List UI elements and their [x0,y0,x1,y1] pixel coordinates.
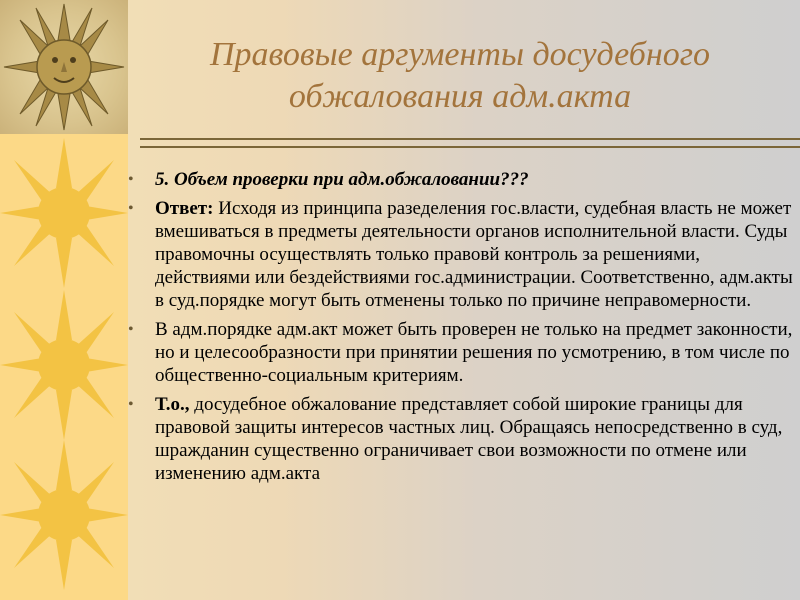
bullet-dot: • [128,321,134,338]
bullet-dot: • [128,396,134,413]
bullet-dot: • [128,200,134,217]
bullet-text: В адм.порядке адм.акт может быть проверен не только на предмет законности, но и целесообразности при принятии решения по усмотрению, в том числе по общественно-социальным критериям. [155,319,793,386]
bullet-dot: • [128,171,134,188]
bullet-text: досудебное обжалование представляет собой широкие границы для правовой защиты интересов частных лиц. Обращаясь непосредственно в суд, шражданин существенно ограничивает свои возможности по отмене или изменению адм.акта [155,394,783,484]
golden-sun-emblem-icon [0,0,128,134]
bullet-lead: 5. Объем проверки при адм.обжаловании??? [155,169,529,190]
bullet-item [128,318,794,387]
bullet-item [128,197,794,312]
bullet-lead: Ответ: [155,198,214,219]
sun-decoration-icon [0,290,128,440]
sun-decoration-icon [0,138,128,288]
sun-decoration-icon [0,440,128,590]
sun-emblem [0,0,128,134]
bullet-item [128,168,794,191]
bullet-text: Исходя из принципа разеделения гос.власти, судебная власть не может вмешиваться в предметы деятельности органов исполнительной власти. Суды правомочны осуществлять только правовй контроль за решениями, действиями или бездействиями гос.администрации. Соответственно, адм.акты в суд.порядке могут быть отменены только по причине неправомерности. [155,198,793,311]
title-divider [140,138,800,148]
slide-title: Правовые аргументы досудебного обжалования адм.акта [209,36,711,115]
slide-body [128,168,794,491]
left-decor-strip [0,134,128,600]
bullet-item [128,393,794,485]
bullet-lead: Т.о., [155,394,190,415]
